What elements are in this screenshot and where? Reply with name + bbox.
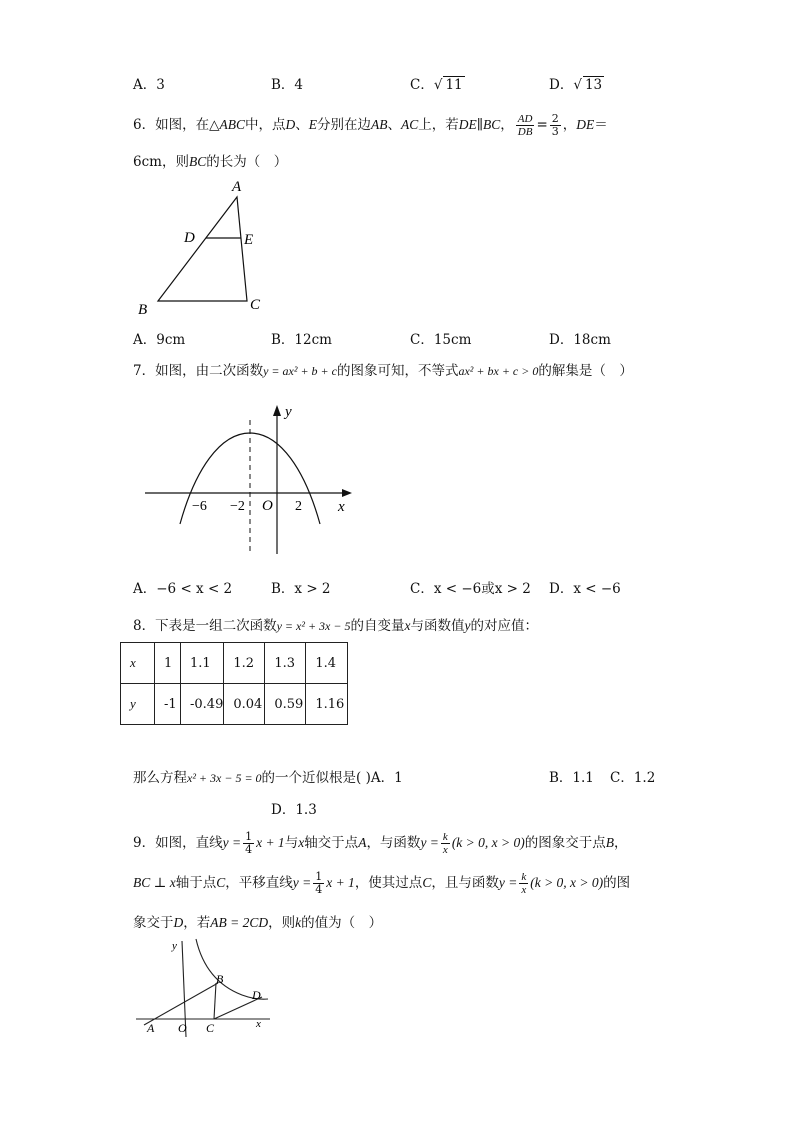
- q7-stem: 7．如图，由二次函数y = ax² + b + c的图象可知，不等式ax² + bx + c > 0的解集是（ ）: [133, 363, 633, 379]
- y-axis-arrow-icon: [273, 405, 281, 416]
- q8-option-b: B．1.1: [549, 770, 594, 786]
- q6-stem-line1: 6．如图，在△ABC中，点D、E分别在边AB、AC上，若DE∥BC， $\frac{AD}{DB}$ = $\frac{2}{3}$ ，DE＝: [133, 112, 608, 138]
- q7-option-c: C．x < −6或x > 2: [410, 581, 531, 597]
- label-d: D: [184, 230, 195, 246]
- table-cell: 0.04: [224, 684, 265, 725]
- q6-option-b: B．12cm: [271, 332, 332, 348]
- q6-fraction-ad-db: $\frac{AD}{DB}$: [517, 113, 533, 138]
- q9-stem-line3: 象交于D，若AB = 2CD，则k的值为（ ）: [133, 915, 383, 931]
- table-cell: 0.59: [265, 684, 306, 725]
- q8-stem: 8．下表是一组二次函数y = x² + 3x − 5的自变量x与函数值y的对应值：: [133, 618, 538, 634]
- q5-option-c: C．√ 11: [410, 77, 463, 93]
- label-d: D: [252, 988, 261, 1002]
- q5-option-b: B．4: [271, 77, 304, 93]
- label-e: E: [244, 232, 254, 248]
- q8-value-table: [120, 642, 348, 725]
- label-a: A: [147, 1021, 155, 1035]
- label-y: y: [172, 940, 177, 952]
- q9-function-figure: [130, 935, 280, 1040]
- label-b: B: [216, 972, 224, 986]
- table-cell: 1: [155, 643, 181, 684]
- table-row-x: [121, 643, 348, 684]
- q8-option-d: D．1.3: [271, 802, 317, 818]
- table-cell: 1.3: [265, 643, 306, 684]
- label-origin: O: [262, 498, 273, 514]
- q9-stem-line1: 9．如图，直线y = $\frac{1}{4}$ x + 1与x轴交于点A，与函数y = $\frac{k}{x}$ (k > 0, x > 0)的图象交于点B，: [133, 830, 628, 856]
- table-cell: y: [121, 684, 155, 725]
- q9-stem-line2: BC ⊥ x轴于点C，平移直线y = $\frac{1}{4}$ x + 1，使其过点C，且与函数y = $\frac{k}{x}$ (k > 0, x > 0)的图: [133, 870, 631, 896]
- tick-2: 2: [295, 499, 302, 514]
- segment-bc: [214, 983, 216, 1019]
- label-b: B: [138, 302, 148, 318]
- label-x: x: [338, 499, 345, 515]
- table-cell: -0.49: [181, 684, 224, 725]
- x-axis-arrow-icon: [342, 489, 352, 497]
- q7-option-a: A．−6 < x < 2: [133, 581, 233, 597]
- table-row-y: [121, 684, 348, 725]
- q8-question-line: 那么方程x² + 3x − 5 = 0的一个近似根是( )A．1: [133, 770, 403, 786]
- table-cell: x: [121, 643, 155, 684]
- q6-option-c: C．15cm: [410, 332, 472, 348]
- label-origin: O: [178, 1021, 187, 1035]
- table-cell: 1.2: [224, 643, 265, 684]
- q6-fraction-2-3: $\frac{2}{3}$: [551, 112, 559, 138]
- tick-minus-2: −2: [230, 499, 245, 514]
- label-y: y: [285, 404, 292, 420]
- table-cell: 1.1: [181, 643, 224, 684]
- q7-option-d: D．x < −6: [549, 581, 621, 597]
- label-a: A: [232, 179, 242, 195]
- table-cell: 1.4: [306, 643, 348, 684]
- q6-option-d: D．18cm: [549, 332, 611, 348]
- label-c: C: [250, 297, 261, 313]
- q7-parabola-graph: [140, 398, 360, 558]
- q8-option-c: C．1.2: [610, 770, 656, 786]
- triangle-abc: [158, 197, 247, 301]
- q6-stem-line2: 6cm，则BC的长为（ ）: [133, 154, 288, 170]
- label-c: C: [206, 1021, 215, 1035]
- table-cell: 1.16: [306, 684, 348, 725]
- tick-minus-6: −6: [192, 499, 207, 514]
- q5-option-a: A．3: [133, 77, 165, 93]
- label-x: x: [256, 1018, 261, 1030]
- q6-option-a: A．9cm: [133, 332, 186, 348]
- table-cell: -1: [155, 684, 181, 725]
- q5-option-d: D．√ 13: [549, 77, 603, 93]
- q7-option-b: B．x > 2: [271, 581, 331, 597]
- q6-triangle-figure: [130, 175, 280, 320]
